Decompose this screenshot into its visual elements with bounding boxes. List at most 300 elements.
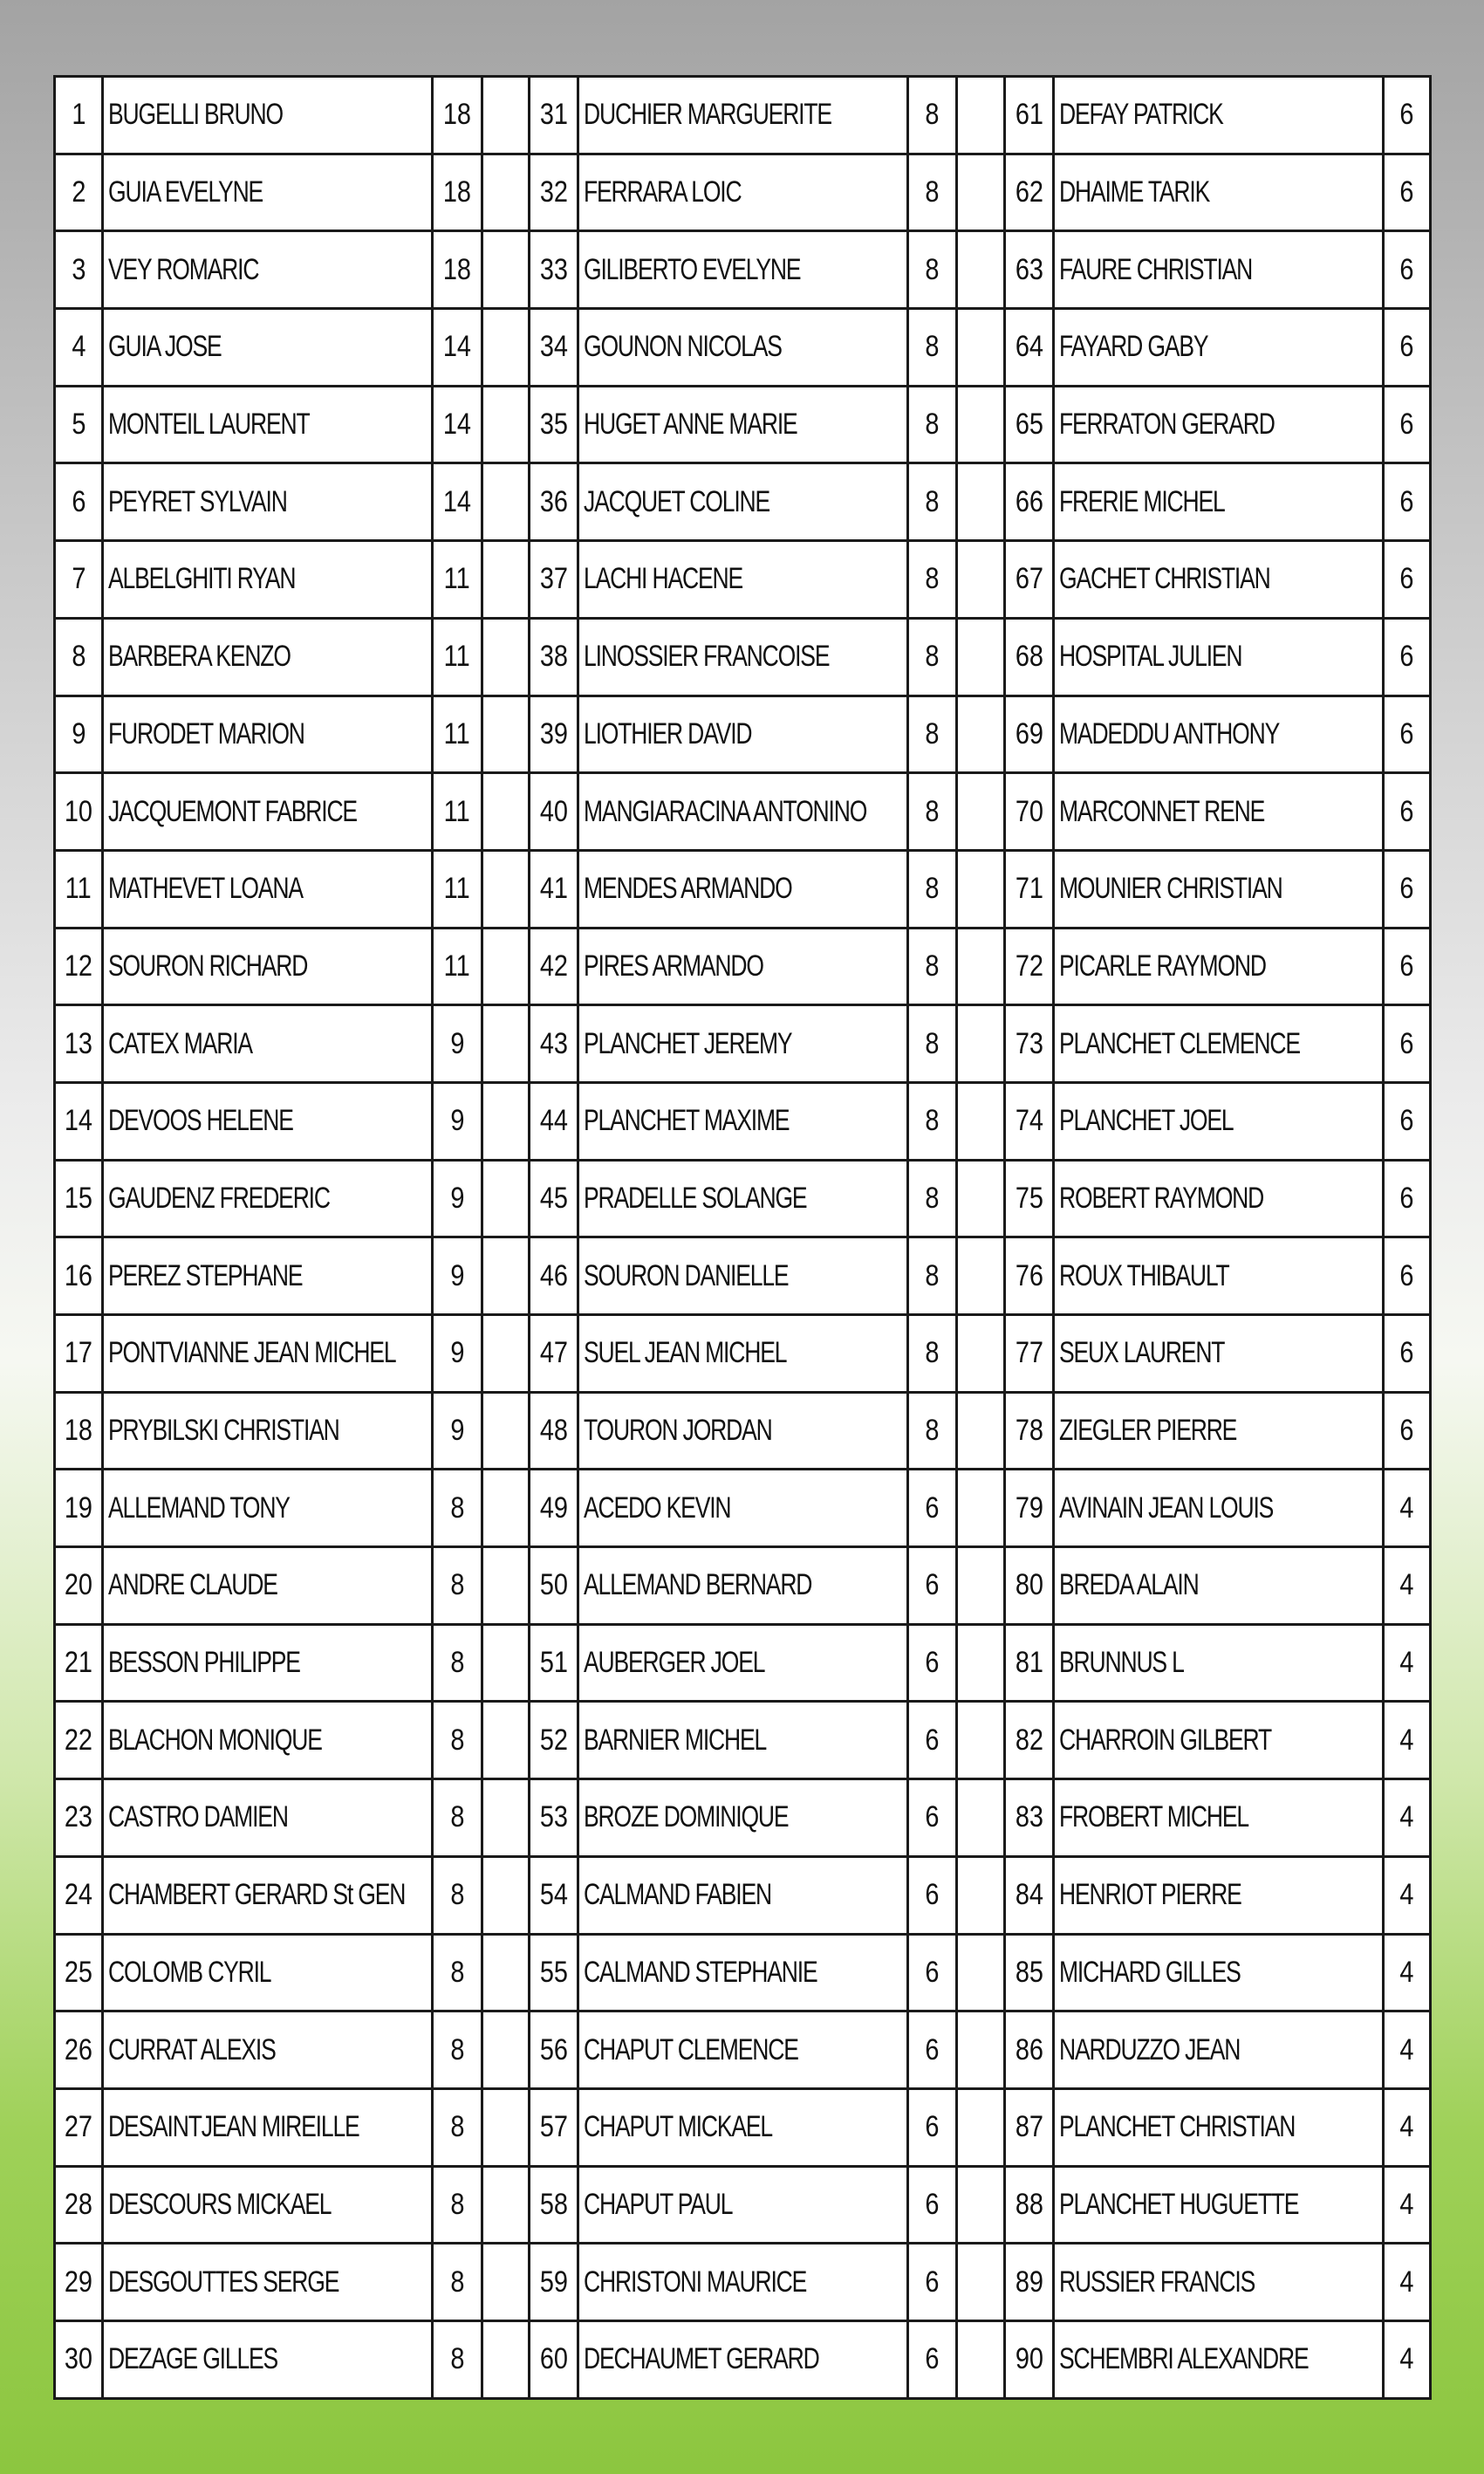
points-cell-text: 8 (925, 98, 940, 132)
rank-cell-text: 44 (539, 1104, 568, 1138)
rank-cell-text: 79 (1015, 1491, 1043, 1525)
spacer-cell (482, 463, 530, 541)
table-row (55, 463, 1431, 541)
name-cell-text: FURODET MARION (108, 716, 304, 750)
name-cell-text: HUGET ANNE MARIE (584, 408, 797, 442)
name-cell-text: DHAIME TARIK (1059, 175, 1210, 209)
table-row (55, 1082, 1431, 1160)
name-cell-text: PRYBILSKI CHRISTIAN (108, 1414, 339, 1448)
points-cell (433, 386, 482, 463)
rank-cell (1005, 154, 1054, 231)
table-row (55, 1934, 1431, 2011)
rank-cell (55, 850, 103, 928)
table-row (55, 2088, 1431, 2166)
rank-cell-text: 70 (1015, 794, 1043, 828)
name-cell-text: ROUX THIBAULT (1059, 1258, 1229, 1292)
rank-cell (55, 2088, 103, 2166)
spacer-cell (482, 1779, 530, 1857)
points-cell-text: 11 (443, 949, 470, 983)
points-cell (433, 1547, 482, 1625)
rank-cell-text: 34 (539, 330, 568, 364)
points-cell (1384, 1237, 1431, 1315)
points-cell-text: 8 (449, 2187, 465, 2221)
name-cell (1054, 231, 1384, 309)
name-cell (103, 1082, 433, 1160)
name-cell (1054, 463, 1384, 541)
points-cell (908, 928, 957, 1005)
name-cell (103, 309, 433, 387)
rank-cell (530, 2320, 578, 2398)
points-cell (1384, 231, 1431, 309)
rank-cell-text: 16 (64, 1258, 93, 1292)
points-cell-text: 6 (925, 1723, 940, 1757)
rank-cell-text: 2 (71, 175, 86, 209)
name-cell-text: GUIA EVELYNE (108, 175, 263, 209)
points-cell-text: 6 (925, 1955, 940, 1989)
name-cell (578, 2166, 908, 2244)
rank-cell-text: 36 (539, 484, 568, 518)
points-cell-text: 11 (443, 562, 470, 596)
points-cell-text: 18 (442, 252, 472, 286)
spacer-cell (957, 1856, 1005, 1934)
points-cell-text: 8 (449, 1646, 465, 1680)
rank-cell (55, 1547, 103, 1625)
points-cell-text: 14 (442, 330, 472, 364)
name-cell (1054, 1005, 1384, 1083)
rank-cell (1005, 1856, 1054, 1934)
spacer-cell (957, 1082, 1005, 1160)
name-cell-text: CHAPUT PAUL (584, 2187, 733, 2221)
name-cell (1054, 1392, 1384, 1470)
name-cell-text: RUSSIER FRANCIS (1059, 2265, 1255, 2299)
rank-cell (530, 2011, 578, 2089)
points-cell (433, 928, 482, 1005)
rank-cell-text: 21 (64, 1646, 93, 1680)
points-cell (433, 1082, 482, 1160)
rank-cell-text: 30 (64, 2342, 93, 2376)
name-cell (1054, 2088, 1384, 2166)
name-cell-text: BROZE DOMINIQUE (584, 1800, 789, 1834)
points-cell-text: 8 (449, 1491, 465, 1525)
name-cell (578, 2244, 908, 2321)
rank-cell (1005, 2320, 1054, 2398)
spacer-cell (957, 2166, 1005, 2244)
points-cell (433, 1624, 482, 1702)
spacer-cell (957, 541, 1005, 619)
name-cell (1054, 77, 1384, 154)
points-cell (1384, 2244, 1431, 2321)
points-cell (433, 309, 482, 387)
rank-cell-text: 27 (64, 2110, 93, 2144)
spacer-cell (957, 231, 1005, 309)
name-cell-text: MADEDDU ANTHONY (1059, 716, 1280, 750)
name-cell (578, 928, 908, 1005)
rank-cell (1005, 541, 1054, 619)
rank-cell-text: 58 (539, 2187, 568, 2221)
points-cell-text: 6 (1399, 1336, 1414, 1370)
rank-cell (530, 1237, 578, 1315)
rank-cell (530, 1315, 578, 1393)
points-cell-text: 8 (925, 252, 940, 286)
rank-cell (1005, 1547, 1054, 1625)
points-cell-text: 4 (1399, 1955, 1414, 1989)
points-cell (908, 1160, 957, 1237)
rank-cell-text: 72 (1015, 949, 1043, 983)
name-cell (578, 1237, 908, 1315)
rank-cell (55, 773, 103, 851)
rank-cell (55, 2320, 103, 2398)
rank-cell-text: 80 (1015, 1568, 1043, 1602)
points-cell (908, 1470, 957, 1547)
name-cell-text: CALMAND STEPHANIE (584, 1955, 817, 1989)
points-cell-text: 8 (925, 1258, 940, 1292)
points-cell-text: 4 (1399, 1723, 1414, 1757)
name-cell (103, 1779, 433, 1857)
points-cell (908, 1856, 957, 1934)
name-cell-text: SCHEMBRI ALEXANDRE (1059, 2342, 1309, 2376)
name-cell-text: DUCHIER MARGUERITE (584, 98, 831, 132)
name-cell-text: LINOSSIER FRANCOISE (584, 640, 830, 674)
spacer-cell (957, 1392, 1005, 1470)
name-cell (1054, 154, 1384, 231)
points-cell (433, 231, 482, 309)
rank-cell-text: 48 (539, 1414, 568, 1448)
spacer-cell (957, 154, 1005, 231)
rank-cell-text: 84 (1015, 1878, 1043, 1912)
points-cell-text: 4 (1399, 1800, 1414, 1834)
points-cell (433, 850, 482, 928)
spacer-cell (482, 850, 530, 928)
rank-cell-text: 40 (539, 794, 568, 828)
name-cell-text: MENDES ARMANDO (584, 872, 792, 906)
points-cell (908, 2088, 957, 2166)
points-cell-text: 6 (1399, 98, 1414, 132)
points-cell-text: 11 (443, 716, 470, 750)
rank-cell-text: 54 (539, 1878, 568, 1912)
points-cell (908, 154, 957, 231)
rank-cell (530, 850, 578, 928)
points-cell (433, 696, 482, 773)
rank-cell (55, 1856, 103, 1934)
name-cell-text: JACQUEMONT FABRICE (108, 794, 357, 828)
points-cell (908, 1082, 957, 1160)
rank-cell (55, 231, 103, 309)
name-cell-text: PEREZ STEPHANE (108, 1258, 303, 1292)
points-cell (1384, 1392, 1431, 1470)
points-cell (433, 2244, 482, 2321)
name-cell-text: PLANCHET MAXIME (584, 1104, 790, 1138)
table-row (55, 1470, 1431, 1547)
rank-cell (1005, 1315, 1054, 1393)
spacer-cell (957, 1237, 1005, 1315)
points-cell-text: 8 (925, 484, 940, 518)
spacer-cell (957, 1315, 1005, 1393)
points-cell (1384, 1470, 1431, 1547)
rank-cell (1005, 773, 1054, 851)
points-cell (908, 1392, 957, 1470)
points-cell-text: 8 (925, 640, 940, 674)
name-cell-text: CHAPUT MICKAEL (584, 2110, 772, 2144)
spacer-cell (482, 1702, 530, 1779)
points-cell (1384, 618, 1431, 696)
points-cell (908, 2166, 957, 2244)
rank-cell (1005, 2011, 1054, 2089)
points-cell-text: 6 (1399, 1414, 1414, 1448)
table-row (55, 309, 1431, 387)
name-cell (1054, 1856, 1384, 1934)
rank-cell (530, 1702, 578, 1779)
name-cell-text: BRUNNUS L (1059, 1646, 1184, 1680)
points-cell (908, 1702, 957, 1779)
rank-cell-text: 57 (539, 2110, 568, 2144)
name-cell (1054, 1470, 1384, 1547)
rank-cell (530, 2088, 578, 2166)
name-cell (103, 1702, 433, 1779)
points-cell-text: 9 (449, 1414, 465, 1448)
rank-cell (55, 1392, 103, 1470)
rank-cell-text: 42 (539, 949, 568, 983)
name-cell (103, 2088, 433, 2166)
name-cell-text: JACQUET COLINE (584, 484, 770, 518)
spacer-cell (482, 2244, 530, 2321)
name-cell-text: MONTEIL LAURENT (108, 408, 310, 442)
points-cell-text: 6 (925, 1491, 940, 1525)
name-cell (578, 1856, 908, 1934)
name-cell-text: HENRIOT PIERRE (1059, 1878, 1241, 1912)
points-cell (1384, 850, 1431, 928)
table-row (55, 1005, 1431, 1083)
spacer-cell (482, 1160, 530, 1237)
name-cell (103, 1315, 433, 1393)
rank-cell (1005, 1237, 1054, 1315)
name-cell-text: FRERIE MICHEL (1059, 484, 1225, 518)
rank-cell (55, 928, 103, 1005)
name-cell-text: ALBELGHITI RYAN (108, 562, 296, 596)
table-row (55, 1779, 1431, 1857)
rank-cell-text: 61 (1015, 98, 1043, 132)
spacer-cell (957, 618, 1005, 696)
points-cell (1384, 309, 1431, 387)
rank-cell (530, 1470, 578, 1547)
rank-cell-text: 46 (539, 1258, 568, 1292)
rank-cell (530, 309, 578, 387)
rank-cell (530, 77, 578, 154)
points-cell-text: 6 (925, 2110, 940, 2144)
name-cell (103, 1237, 433, 1315)
points-cell (908, 696, 957, 773)
name-cell (103, 77, 433, 154)
table-row (55, 773, 1431, 851)
spacer-cell (482, 773, 530, 851)
name-cell (103, 773, 433, 851)
points-cell-text: 4 (1399, 2265, 1414, 2299)
name-cell-text: TOURON JORDAN (584, 1414, 772, 1448)
rank-cell-text: 63 (1015, 252, 1043, 286)
name-cell (1054, 850, 1384, 928)
table-row (55, 1160, 1431, 1237)
rank-cell-text: 52 (539, 1723, 568, 1757)
points-cell-text: 8 (449, 1723, 465, 1757)
rank-cell-text: 85 (1015, 1955, 1043, 1989)
points-cell-text: 8 (925, 408, 940, 442)
table-row (55, 928, 1431, 1005)
rank-cell-text: 71 (1015, 872, 1043, 906)
name-cell-text: HOSPITAL JULIEN (1059, 640, 1242, 674)
rank-cell-text: 29 (64, 2265, 93, 2299)
spacer-cell (482, 1392, 530, 1470)
rank-cell (530, 2244, 578, 2321)
rank-cell-text: 31 (539, 98, 568, 132)
rank-cell-text: 65 (1015, 408, 1043, 442)
points-cell-text: 6 (1399, 484, 1414, 518)
points-cell (1384, 2088, 1431, 2166)
name-cell-text: SOURON RICHARD (108, 949, 308, 983)
name-cell (578, 1934, 908, 2011)
rank-cell-text: 68 (1015, 640, 1043, 674)
spacer-cell (957, 1624, 1005, 1702)
rank-cell (55, 1779, 103, 1857)
points-cell-text: 11 (443, 872, 470, 906)
points-cell (433, 77, 482, 154)
points-cell-text: 18 (442, 98, 472, 132)
rank-cell (530, 386, 578, 463)
rank-cell-text: 6 (71, 484, 86, 518)
name-cell-text: PIRES ARMANDO (584, 949, 763, 983)
rank-cell-text: 5 (71, 408, 86, 442)
name-cell (103, 1160, 433, 1237)
rank-cell (1005, 2244, 1054, 2321)
name-cell (578, 1470, 908, 1547)
name-cell (1054, 2320, 1384, 2398)
name-cell-text: PRADELLE SOLANGE (584, 1181, 807, 1215)
name-cell (103, 1392, 433, 1470)
name-cell (1054, 1547, 1384, 1625)
points-cell (1384, 1082, 1431, 1160)
table-row (55, 696, 1431, 773)
rank-cell-text: 62 (1015, 175, 1043, 209)
name-cell (578, 1315, 908, 1393)
rank-cell (1005, 1779, 1054, 1857)
name-cell (103, 154, 433, 231)
points-cell (433, 1160, 482, 1237)
rank-cell (1005, 1082, 1054, 1160)
name-cell (578, 1082, 908, 1160)
rank-cell (1005, 1470, 1054, 1547)
spacer-cell (957, 1160, 1005, 1237)
name-cell (1054, 1934, 1384, 2011)
name-cell-text: FAURE CHRISTIAN (1059, 252, 1253, 286)
name-cell (578, 1392, 908, 1470)
rank-cell (55, 309, 103, 387)
rank-cell (55, 1624, 103, 1702)
rank-cell-text: 7 (71, 562, 86, 596)
name-cell (1054, 541, 1384, 619)
points-cell-text: 8 (449, 2110, 465, 2144)
points-cell-text: 4 (1399, 1568, 1414, 1602)
spacer-cell (957, 1779, 1005, 1857)
name-cell-text: CHRISTONI MAURICE (584, 2265, 807, 2299)
name-cell-text: LACHI HACENE (584, 562, 742, 596)
rank-cell-text: 26 (64, 2032, 93, 2066)
name-cell-text: ALLEMAND BERNARD (584, 1568, 812, 1602)
points-cell-text: 18 (442, 175, 472, 209)
spacer-cell (957, 463, 1005, 541)
spacer-cell (482, 1470, 530, 1547)
points-cell (433, 541, 482, 619)
name-cell (1054, 1779, 1384, 1857)
points-cell-text: 4 (1399, 2110, 1414, 2144)
rank-cell-text: 69 (1015, 716, 1043, 750)
rank-cell-text: 56 (539, 2032, 568, 2066)
name-cell (103, 618, 433, 696)
name-cell-text: FERRARA LOIC (584, 175, 742, 209)
name-cell-text: CHARROIN GILBERT (1059, 1723, 1272, 1757)
points-cell-text: 8 (925, 716, 940, 750)
name-cell-text: MATHEVET LOANA (108, 872, 303, 906)
name-cell (578, 154, 908, 231)
points-cell (1384, 386, 1431, 463)
rank-cell-text: 23 (64, 1800, 93, 1834)
points-cell (908, 2244, 957, 2321)
name-cell-text: PLANCHET CLEMENCE (1059, 1026, 1300, 1060)
points-cell (1384, 696, 1431, 773)
table-row (55, 1624, 1431, 1702)
spacer-cell (482, 1082, 530, 1160)
points-cell-text: 9 (449, 1336, 465, 1370)
rank-cell (530, 1624, 578, 1702)
name-cell-text: FROBERT MICHEL (1059, 1800, 1248, 1834)
points-cell (908, 541, 957, 619)
points-cell (433, 618, 482, 696)
rank-cell-text: 3 (71, 252, 86, 286)
rank-cell (55, 154, 103, 231)
name-cell-text: GAUDENZ FREDERIC (108, 1181, 330, 1215)
rank-cell (530, 696, 578, 773)
name-cell (1054, 1082, 1384, 1160)
table-row (55, 1315, 1431, 1393)
rank-cell (55, 696, 103, 773)
rank-cell (1005, 1702, 1054, 1779)
rank-cell-text: 11 (65, 872, 92, 906)
rank-cell-text: 9 (71, 716, 86, 750)
spacer-cell (957, 309, 1005, 387)
name-cell-text: DESAINTJEAN MIREILLE (108, 2110, 359, 2144)
points-cell (1384, 1856, 1431, 1934)
name-cell-text: ROBERT RAYMOND (1059, 1181, 1264, 1215)
rank-cell-text: 78 (1015, 1414, 1043, 1448)
points-cell-text: 8 (925, 562, 940, 596)
rank-cell-text: 73 (1015, 1026, 1043, 1060)
points-cell-text: 9 (449, 1258, 465, 1292)
spacer-cell (482, 618, 530, 696)
rank-cell (1005, 928, 1054, 1005)
rank-cell (530, 1779, 578, 1857)
name-cell-text: PLANCHET JOEL (1059, 1104, 1234, 1138)
rank-cell-text: 89 (1015, 2265, 1043, 2299)
points-cell (433, 1237, 482, 1315)
points-cell-text: 6 (1399, 175, 1414, 209)
rank-cell-text: 74 (1015, 1104, 1043, 1138)
name-cell-text: MICHARD GILLES (1059, 1955, 1241, 1989)
spacer-cell (957, 77, 1005, 154)
name-cell-text: MARCONNET RENE (1059, 794, 1265, 828)
points-cell-text: 8 (925, 1414, 940, 1448)
points-cell-text: 8 (449, 2265, 465, 2299)
rank-cell (530, 1856, 578, 1934)
spacer-cell (957, 1702, 1005, 1779)
name-cell-text: CALMAND FABIEN (584, 1878, 771, 1912)
spacer-cell (957, 1934, 1005, 2011)
